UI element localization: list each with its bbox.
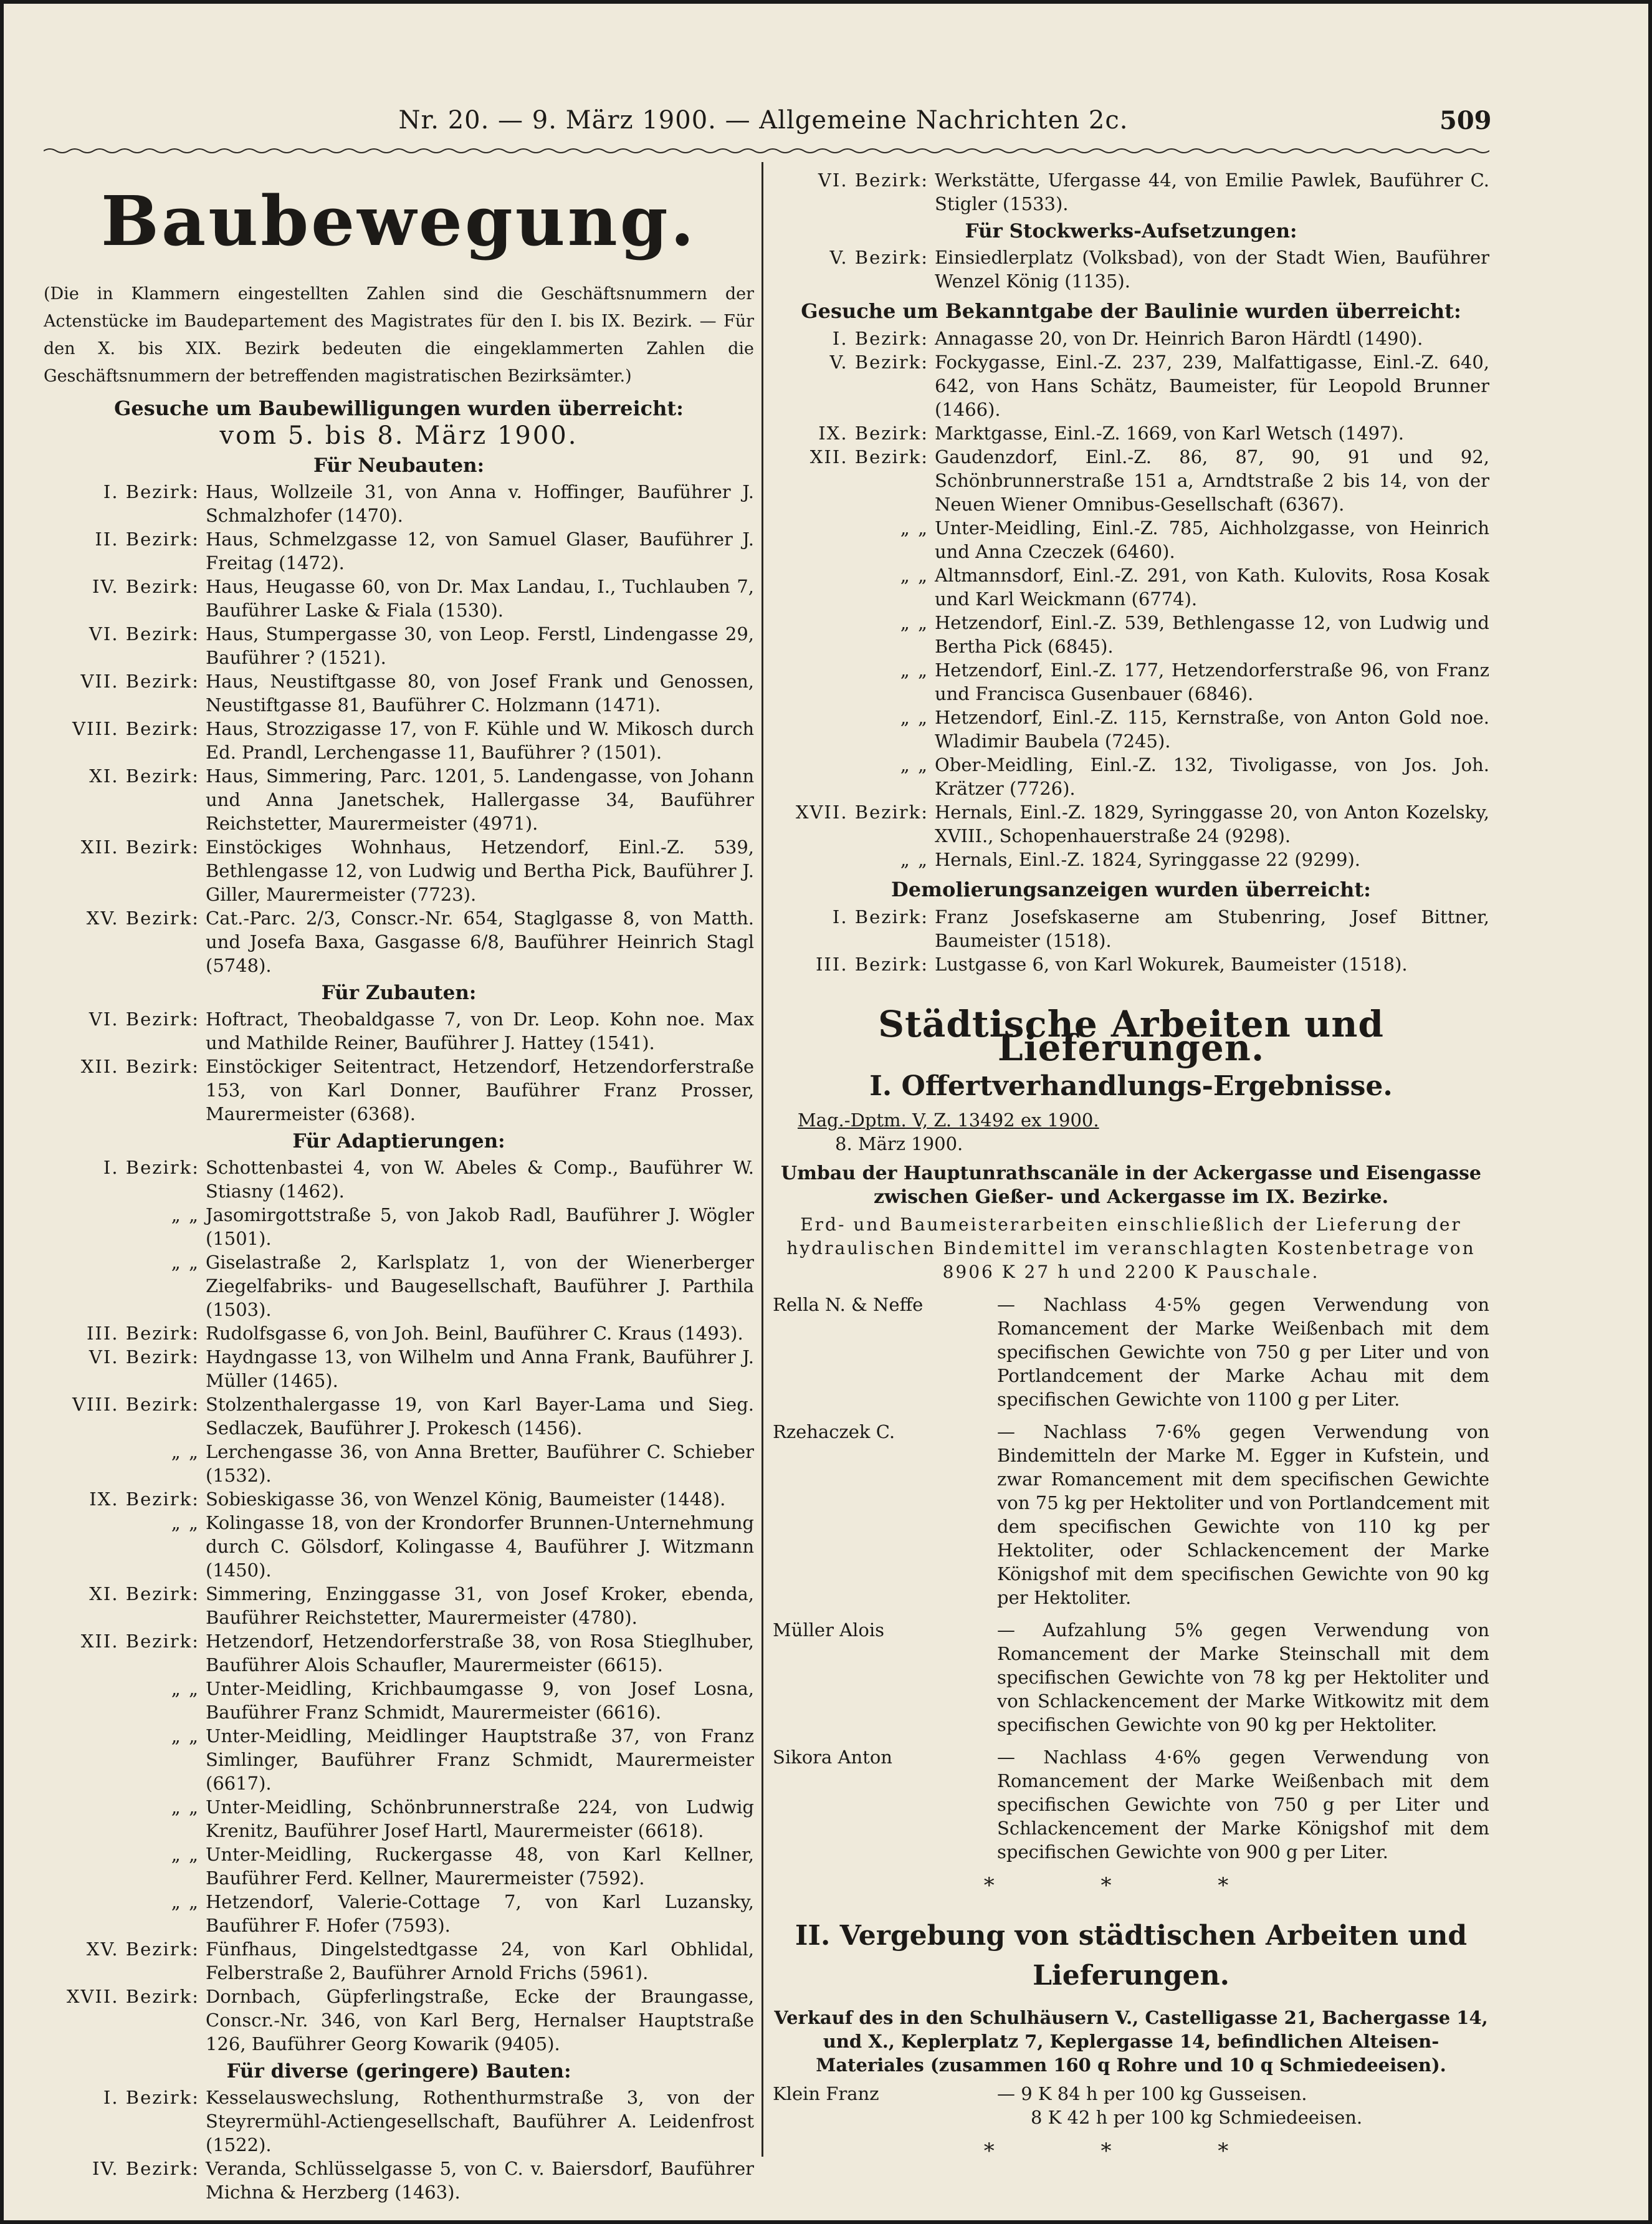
bezirk-label: IV. Bezirk: [92,576,199,597]
entry-text: Haus, Schmelzgasse 12, von Samuel Glaser, Bauführer J. Freitag (1472). [206,529,754,573]
bezirk-label: XVII. Bezirk: [795,802,929,823]
bidder-name: Rella N. & Neffe [773,1294,924,1315]
bezirk-label: „ „ [900,849,929,870]
bid-text: — Nachlass 4·6% gegen Verwendung von Romancement der Marke Weißenbach mit dem specifischen Gewichte von 750 g per Liter und Schlackencement der Marke Königshof mit dem specifischen Gewichte von 900 g per Liter. [997,1747,1489,1862]
bezirk-entry [44,1345,754,1392]
bidder-name: Müller Alois [773,1619,884,1641]
category-heading: Für Adaptierungen: [292,1130,505,1153]
vergebung-title: II. Vergebung von städtischen Arbeiten und Lieferungen. [795,1920,1468,1992]
entry-text: Dornbach, Güpferlingstraße, Ecke der Braungasse, Conscr.-Nr. 346, von Karl Berg, Hernalser Hauptstraße 126, Bauführer Georg Kowarik (9405). [206,1986,754,2054]
reference-block [798,1108,1489,1156]
entry-text: Marktgasse, Einl.-Z. 1669, von Karl Wetsch (1497). [935,423,1404,444]
bezirk-entry [773,905,1489,952]
bid-entry [773,1293,1489,1411]
bezirk-label: IV. Bezirk: [92,2158,199,2179]
bezirk-entry [44,1392,754,1440]
bezirk-entry [773,611,1489,658]
separator-stars: * * * [983,1873,1279,1898]
entry-text: Fockygasse, Einl.-Z. 237, 239, Malfattigasse, Einl.-Z. 640, 642, von Hans Schätz, Baumeister, für Leopold Brunner (1466). [935,352,1489,420]
gesuche-heading: Gesuche um Baubewilligungen wurden überreicht: [114,396,684,420]
entry-text: Einstöckiger Seitentract, Hetzendorf, Hetzendorferstraße 153, von Karl Donner, Bauführer Franz Prosser, Maurermeister (6368). [206,1056,754,1124]
bezirk-label: „ „ [900,565,929,586]
entry-text: Werkstätte, Ufergasse 44, von Emilie Pawlek, Bauführer C. Stigler (1533). [935,170,1489,214]
entry-text: Haus, Stumpergasse 30, von Leop. Ferstl, Lindengasse 29, Bauführer ? (1521). [206,623,754,668]
bezirk-entry [773,246,1489,293]
bezirk-label: XV. Bezirk: [86,1939,199,1960]
bid-line-gusseisen: — 9 K 84 h per 100 kg Gusseisen. [997,2083,1307,2104]
bid-entry [773,1420,1489,1609]
baulinie-entries [773,327,1489,871]
bezirk-entry [44,527,754,575]
entry-text: Unter-Meidling, Ruckergasse 48, von Karl Kellner, Bauführer Ferd. Kellner, Maurermeister (7592). [206,1844,754,1889]
entry-text: Haydngasse 13, von Wilhelm und Anna Frank, Bauführer J. Müller (1465). [206,1346,754,1391]
staedtische-arbeiten-title: Städtische Arbeiten und Lieferungen. [878,1003,1384,1069]
bezirk-label: „ „ [900,612,929,633]
reference-number: Mag.-Dptm. V, Z. 13492 ex 1900. [798,1110,1099,1131]
bezirk-entry [44,622,754,669]
bezirk-entry [773,168,1489,216]
category-heading: Für Neubauten: [313,454,485,477]
bezirk-label: I. Bezirk: [103,1157,199,1178]
bezirk-label: III. Bezirk: [815,954,929,975]
bid-text: — Nachlass 7·6% gegen Verwendung von Bindemitteln der Marke M. Egger in Kufstein, und zwar Romancement mit dem specifischen Gewichte von 75 kg per Hektoliter und von Portlandcement mit dem specifischen Gewichte von 110 kg per Hektoliter, oder Schlackencement der Marke Königshof mit dem specifischen Gewichte von 90 kg per Hektoliter. [997,1421,1489,1608]
category-heading: Für Zubauten: [321,982,477,1004]
entry-text: Hernals, Einl.-Z. 1824, Syringgasse 22 (9299). [935,849,1361,870]
bezirk-entry [773,658,1489,706]
bezirk-entry [44,1985,754,2056]
bezirk-entry [44,575,754,622]
bid-entry [773,1745,1489,1864]
entry-text: Hetzendorf, Valerie-Cottage 7, von Karl Luzansky, Bauführer F. Hofer (7593). [206,1891,754,1936]
bezirk-entry [44,1677,754,1724]
demolierung-heading: Demolierungsanzeigen wurden überreicht: [891,878,1371,901]
bezirk-label: XVII. Bezirk: [66,1986,199,2007]
entry-text: Altmannsdorf, Einl.-Z. 291, von Kath. Kulovits, Rosa Kosak und Karl Weickmann (6774). [935,565,1489,610]
entry-text: Schottenbastei 4, von W. Abeles & Comp., Bauführer W. Stiasny (1462). [206,1157,754,1202]
offert-title: I. Offertverhandlungs-Ergebnisse. [869,1070,1393,1102]
bezirk-label: „ „ [171,1252,199,1273]
bid-list [773,1293,1489,1864]
bezirk-label: XII. Bezirk: [80,1631,199,1652]
stockwerk-entries [773,246,1489,293]
bidder-name: Rzehaczek C. [773,1421,895,1442]
entry-text: Haus, Strozzigasse 17, von F. Kühle und W. Mikosch durch Ed. Prandl, Lerchengasse 11, Bauführer ? (1501). [206,718,754,763]
bezirk-entry [44,1937,754,1985]
entry-text: Ober-Meidling, Einl.-Z. 132, Tivoligasse, von Jos. Joh. Krätzer (7726). [935,754,1489,799]
entry-text: Simmering, Enzinggasse 31, von Josef Kroker, ebenda, Bauführer Reichstetter, Maurermeister (4780). [206,1583,754,1628]
bezirk-label: „ „ [171,1796,199,1818]
bezirk-entry [44,835,754,906]
entry-text: Unter-Meidling, Einl.-Z. 785, Aichholzgasse, von Heinrich und Anna Czeczek (6460). [935,517,1489,562]
bezirk-label: VI. Bezirk: [88,1346,199,1368]
entry-text: Jasomirgottstraße 5, von Jakob Radl, Bauführer J. Wögler (1501). [206,1204,754,1249]
bezirk-label: VII. Bezirk: [80,671,199,692]
entry-text: Annagasse 20, von Dr. Heinrich Baron Härdtl (1490). [935,328,1423,349]
entry-text: Giselastraße 2, Karlsplatz 1, von der Wienerberger Ziegelfabriks- und Baugesellschaft, Bauführer J. Parthila (1503). [206,1252,754,1320]
bezirk-label: VI. Bezirk: [818,170,929,191]
verkauf-heading: Verkauf des in den Schulhäusern V., Castelligasse 21, Bachergasse 14, und X., Keplerplatz 7, Keplergasse 14, befindlichen Alteisen-Materiales (zusammen 160 q Rohre und 10 q Schmiedeeisen). [774,2007,1488,2076]
entry-text: Haus, Wollzeile 31, von Anna v. Hoffinger, Bauführer J. Schmalzhofer (1470). [206,481,754,526]
date-range: vom 5. bis 8. März 1900. [219,421,578,450]
bezirk-label: I. Bezirk: [103,481,199,502]
bezirk-label: „ „ [171,1512,199,1533]
bezirk-entry [773,327,1489,350]
entry-text: Rudolfsgasse 6, von Joh. Beinl, Bauführer C. Kraus (1493). [206,1323,743,1344]
bezirk-label: „ „ [171,1678,199,1699]
bezirk-label: VIII. Bezirk: [72,718,199,739]
klein-bid [773,2082,1489,2129]
bezirk-entry [44,1890,754,1937]
bezirk-label: „ „ [171,1725,199,1747]
bezirk-entry [44,1055,754,1126]
bezirk-label: XI. Bezirk: [89,765,199,787]
bezirk-entry [44,2157,754,2204]
column-divider [762,162,763,2157]
bezirk-entry [44,2086,754,2157]
entry-text: Hetzendorf, Einl.-Z. 539, Bethlengasse 12, von Ludwig und Bertha Pick (6845). [935,612,1489,657]
bezirk-entry [773,350,1489,421]
left-column [44,168,754,2204]
entry-text: Hernals, Einl.-Z. 1829, Syringgasse 20, von Anton Kozelsky, XVIII., Schopenhauerstraße 24 (9298). [935,802,1489,846]
entry-text: Hetzendorf, Hetzendorferstraße 38, von Rosa Stieglhuber, Bauführer Alois Schaufler, Maurermeister (6615). [206,1631,754,1675]
entry-text: Haus, Simmering, Parc. 1201, 5. Landengasse, von Johann und Anna Janetschek, Hallergasse 34, Bauführer Reichstetter, Maurermeister (4971). [206,765,754,834]
bezirk-entry [773,753,1489,800]
bezirk-entry [44,906,754,977]
entry-text: Einstöckiges Wohnhaus, Hetzendorf, Einl.-Z. 539, Bethlengasse 12, von Ludwig und Bertha Pick, Bauführer J. Giller, Maurermeister (7723). [206,836,754,905]
bezirk-label: I. Bezirk: [832,328,929,349]
bezirk-entry [44,1487,754,1511]
bezirk-entry [773,800,1489,848]
bezirk-entry [44,1724,754,1795]
bidder-name: Sikora Anton [773,1747,892,1768]
bid-text: — Aufzahlung 5% gegen Verwendung von Romancement der Marke Steinschall mit dem specifischen Gewichte von 78 kg per Hektoliter und von Schlackencement der Marke Witkowitz mit dem specifischen Gewichte von 90 kg per Hektoliter. [997,1619,1489,1735]
bezirk-label: V. Bezirk: [829,352,929,373]
bezirk-label: VIII. Bezirk: [72,1394,199,1415]
right-top-entries [773,168,1489,216]
entry-text: Hoftract, Theobaldgasse 7, von Dr. Leop. Kohn noe. Max und Mathilde Reiner, Bauführer J. Hattey (1541). [206,1009,754,1053]
entry-text: Haus, Neustiftgasse 80, von Josef Frank und Genossen, Neustiftgasse 81, Bauführer C. Holzmann (1471). [206,671,754,716]
bezirk-label: I. Bezirk: [832,906,929,927]
bezirk-label: I. Bezirk: [103,2087,199,2108]
bezirk-label: VI. Bezirk: [88,623,199,645]
entry-text: Franz Josefskaserne am Stubenring, Josef Bittner, Baumeister (1518). [935,906,1489,951]
header-wavy-rule [44,146,1489,155]
bezirk-label: „ „ [171,1844,199,1865]
page-number: 509 [1440,106,1492,135]
baubewegung-title: Baubewegung. [101,181,697,261]
bezirk-entry [44,1156,754,1203]
bezirk-label: XV. Bezirk: [86,908,199,929]
entry-text: Gaudenzdorf, Einl.-Z. 86, 87, 90, 91 und 92, Schönbrunnerstraße 151 a, Arndtstraße 2 bis 14, von der Neuen Wiener Omnibus-Gesellschaft (6367). [935,446,1489,515]
category-heading: Für diverse (geringere) Bauten: [226,2060,571,2083]
bezirk-entry [44,1321,754,1345]
entry-text: Haus, Heugasse 60, von Dr. Max Landau, I., Tuchlauben 7, Bauführer Laske & Fiala (1530). [206,576,754,621]
bezirk-entry [44,1843,754,1890]
entry-text: Unter-Meidling, Schönbrunnerstraße 224, von Ludwig Krenitz, Bauführer Josef Hartl, Maurermeister (6618). [206,1796,754,1841]
bezirk-entry [44,1007,754,1055]
bezirk-entry [44,1250,754,1321]
umbau-heading: Umbau der Hauptunrathscanäle in der Ackergasse und Eisengasse zwischen Gießer- und Ackergasse im IX. Bezirke. [781,1162,1481,1208]
entry-text: Kolingasse 18, von der Krondorfer Brunnen-Unternehmung durch C. Gölsdorf, Kolingasse 4, Bauführer J. Witzmann (1450). [206,1512,754,1581]
entry-text: Fünfhaus, Dingelstedtgasse 24, von Karl Obhlidal, Felberstraße 2, Bauführer Arnold Frichs (5961). [206,1939,754,1983]
bezirk-label: VI. Bezirk: [88,1009,199,1030]
entry-text: Unter-Meidling, Meidlinger Hauptstraße 37, von Franz Simlinger, Bauführer Franz Schmidt, Maurermeister (6617). [206,1725,754,1794]
bid-text: — Nachlass 4·5% gegen Verwendung von Romancement der Marke Weißenbach mit dem specifischen Gewichte von 750 g per Liter und von Portlandcement der Marke Achau mit dem specifischen Gewichte von 1100 g per Liter. [997,1294,1489,1410]
left-sections [44,454,754,2204]
bezirk-entry [773,848,1489,871]
entry-text: Hetzendorf, Einl.-Z. 115, Kernstraße, von Anton Gold noe. Wladimir Baubela (7245). [935,707,1489,752]
baulinie-heading: Gesuche um Bekanntgabe der Baulinie wurden überreicht: [801,299,1461,323]
entry-text: Veranda, Schlüsselgasse 5, von C. v. Baiersdorf, Bauführer Michna & Herzberg (1463). [206,2158,754,2203]
bidder-name: Klein Franz [773,2083,879,2104]
bezirk-entry [773,421,1489,445]
entry-text: Einsiedlerplatz (Volksbad), von der Stadt Wien, Bauführer Wenzel König (1135). [935,247,1489,292]
bezirk-entry [773,516,1489,563]
bezirk-label: „ „ [900,517,929,539]
intro-note: (Die in Klammern eingestellten Zahlen sind die Geschäftsnummern der Actenstücke im Baudepartement des Magistrates für den I. bis IX. Bezirk. — Für den X. bis XIX. Bezirk bedeuten die eingeklammerten Zahlen die Geschäftsnummern der betreffenden magistratischen Bezirksämter.) [44,284,754,386]
bezirk-entry [44,669,754,717]
bezirk-label: „ „ [171,1891,199,1912]
bid-line-schmiedeeisen: 8 K 42 h per 100 kg Schmiedeeisen. [1031,2107,1363,2128]
entry-text: Kesselauswechslung, Rothenthurmstraße 3, von der Steyrermühl-Actiengesellschaft, Bauführer A. Leidenfrost (1522). [206,2087,754,2155]
bezirk-label: „ „ [900,707,929,728]
bezirk-label: XII. Bezirk: [80,1056,199,1077]
bezirk-label: „ „ [171,1204,199,1225]
bezirk-entry [44,764,754,835]
entry-text: Unter-Meidling, Krichbaumgasse 9, von Josef Losna, Bauführer Franz Schmidt, Maurermeister (6616). [206,1678,754,1723]
bid-entry [773,1618,1489,1737]
bezirk-label: XI. Bezirk: [89,1583,199,1604]
bezirk-label: II. Bezirk: [95,529,199,550]
running-header: Nr. 20. — 9. März 1900. — Allgemeine Nachrichten 2c. [398,106,1129,135]
entry-text: Lustgasse 6, von Karl Wokurek, Baumeister (1518). [935,954,1408,975]
bezirk-label: „ „ [900,754,929,775]
bezirk-entry [773,706,1489,753]
bezirk-entry [44,1629,754,1677]
bezirk-label: „ „ [171,1441,199,1462]
bezirk-entry [773,445,1489,516]
bezirk-label: XII. Bezirk: [809,446,929,467]
bezirk-entry [44,1511,754,1582]
erd-description: Erd- und Baumeisterarbeiten einschließlich der Lieferung der hydraulischen Bindemittel im veranschlagten Kostenbetrage von 8906 K 27 h und 2200 K Pauschale. [786,1214,1476,1282]
bezirk-label: IX. Bezirk: [818,423,929,444]
demolierung-entries [773,905,1489,976]
bezirk-label: IX. Bezirk: [89,1488,199,1510]
entry-text: Stolzenthalergasse 19, von Karl Bayer-Lama und Sieg. Sedlaczek, Bauführer J. Prokesch (1456). [206,1394,754,1439]
bezirk-entry [773,952,1489,976]
separator-stars-end: * * * [983,2139,1279,2164]
bezirk-label: V. Bezirk: [829,247,929,268]
bezirk-label: III. Bezirk: [86,1323,199,1344]
bezirk-entry [44,1582,754,1629]
bezirk-entry [773,563,1489,611]
bezirk-entry [44,480,754,527]
bezirk-label: XII. Bezirk: [80,836,199,858]
bezirk-entry [44,1203,754,1250]
entry-text: Cat.-Parc. 2/3, Conscr.-Nr. 654, Staglgasse 8, von Matth. und Josefa Baxa, Gasgasse 6/8, Bauführer Heinrich Stagl (5748). [206,908,754,976]
right-column [773,168,1489,2173]
entry-text: Sobieskigasse 36, von Wenzel König, Baumeister (1448). [206,1488,726,1510]
bezirk-entry [44,717,754,764]
entry-text: Lerchengasse 36, von Anna Bretter, Bauführer C. Schieber (1532). [206,1441,754,1486]
bid-text [997,2082,1489,2129]
bezirk-label: „ „ [900,659,929,681]
entry-text: Hetzendorf, Einl.-Z. 177, Hetzendorferstraße 96, von Franz und Francisca Gusenbauer (6846). [935,659,1489,704]
reference-date: 8. März 1900. [835,1133,963,1154]
bezirk-entry [44,1795,754,1843]
bezirk-entry [44,1440,754,1487]
stockwerk-heading: Für Stockwerks-Aufsetzungen: [965,220,1297,242]
